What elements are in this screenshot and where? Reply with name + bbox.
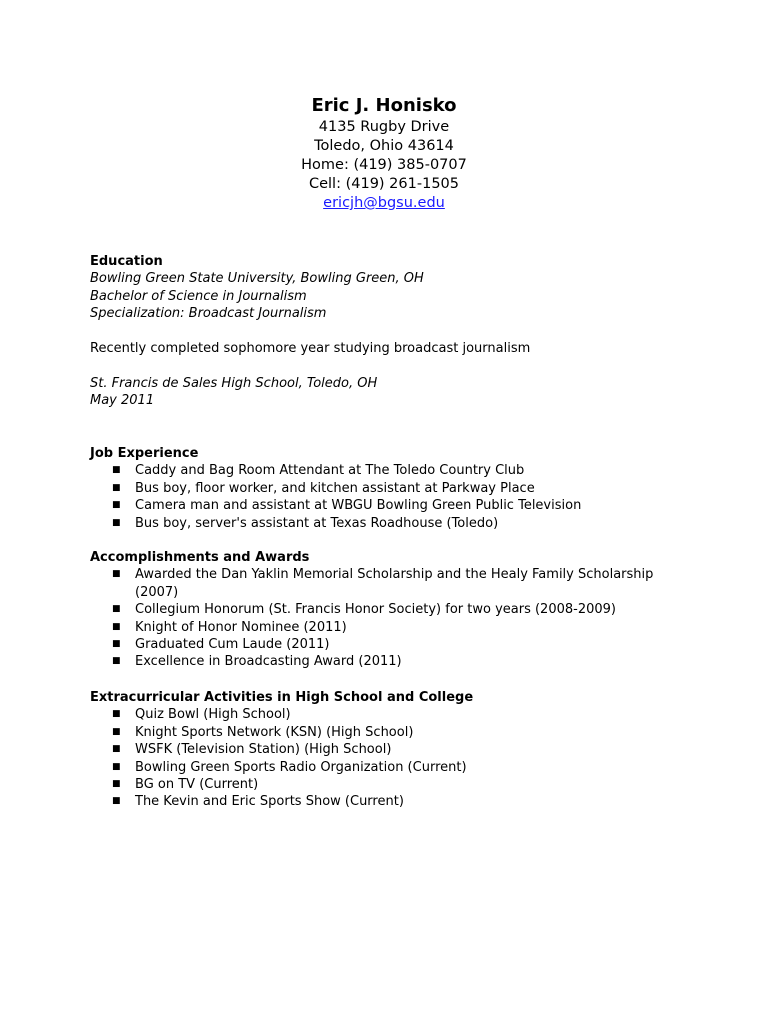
list-item: [90, 793, 690, 810]
list-item-text: Knight of Honor Nominee (2011): [135, 619, 347, 635]
spacer: [90, 357, 690, 374]
university-line: Bowling Green State University, Bowling Green, OH: [90, 271, 424, 287]
list-item: [90, 759, 690, 776]
bullet-icon: ■: [112, 709, 121, 720]
list-item-text: Graduated Cum Laude (2011): [135, 637, 330, 653]
extracurricular-section: [90, 689, 690, 811]
bullet-icon: ■: [112, 639, 121, 650]
list-item: [90, 619, 690, 636]
resume-header: [0, 94, 768, 213]
list-item-text: WSFK (Television Station) (High School): [135, 742, 392, 758]
bullet-icon: ■: [112, 726, 121, 737]
list-item-text: Bowling Green Sports Radio Organization (Current): [135, 759, 467, 775]
list-item-text: Collegium Honorum (St. Francis Honor Society) for two years (2008-2009): [135, 602, 616, 618]
bullet-icon: ■: [112, 465, 121, 476]
list-item: [90, 653, 690, 670]
bullet-icon: ■: [112, 500, 121, 511]
bullet-icon: ■: [112, 744, 121, 755]
spacer: [90, 323, 690, 340]
list-item-text: Caddy and Bag Room Attendant at The Toledo Country Club: [135, 463, 525, 479]
candidate-name: Eric J. Honisko: [311, 95, 457, 116]
specialization-line: Specialization: Broadcast Journalism: [90, 306, 327, 322]
list-item: [90, 724, 690, 741]
job-experience-list: [90, 462, 690, 532]
address-city: Toledo, Ohio 43614: [314, 138, 454, 154]
list-item: [90, 741, 690, 758]
awards-section: [90, 549, 690, 671]
high-school-line: St. Francis de Sales High School, Toledo, OH: [90, 375, 378, 391]
list-item: [90, 497, 690, 514]
list-item: [90, 776, 690, 793]
bullet-icon: ■: [112, 604, 121, 615]
high-school-date: May 2011: [90, 393, 155, 409]
job-experience-section: [90, 445, 690, 532]
list-item-text: Bus boy, server's assistant at Texas Roadhouse (Toledo): [135, 515, 499, 531]
awards-heading: Accomplishments and Awards: [90, 550, 310, 565]
list-item: [90, 480, 690, 497]
job-experience-heading: Job Experience: [90, 446, 199, 461]
bullet-icon: ■: [112, 569, 121, 580]
list-item-text: (2007): [135, 584, 179, 600]
list-item: [90, 706, 690, 723]
list-item-text: Excellence in Broadcasting Award (2011): [135, 654, 402, 670]
address-street: 4135 Rugby Drive: [318, 119, 450, 135]
list-item: [90, 636, 690, 653]
list-item-continuation: [90, 584, 690, 601]
bullet-icon: ■: [112, 761, 121, 772]
list-item-text: The Kevin and Eric Sports Show (Current): [135, 794, 404, 810]
bullet-icon: ■: [112, 796, 121, 807]
bullet-icon: ■: [112, 482, 121, 493]
list-item: [90, 515, 690, 532]
email-line: [0, 194, 768, 213]
email-link[interactable]: ericjh@bgsu.edu: [323, 195, 445, 211]
list-item: [90, 462, 690, 479]
list-item-text: Knight Sports Network (KSN) (High School): [135, 724, 414, 740]
list-item: [90, 566, 690, 583]
degree-line: Bachelor of Science in Journalism: [90, 288, 307, 304]
awards-list: [90, 566, 690, 670]
bullet-icon: ■: [112, 656, 121, 667]
cell-phone: Cell: (419) 261-1505: [308, 176, 459, 192]
bullet-icon: ■: [112, 517, 121, 528]
status-line: Recently completed sophomore year studying broadcast journalism: [90, 341, 531, 357]
list-item-text: Awarded the Dan Yaklin Memorial Scholarship and the Healy Family Scholarship: [135, 567, 654, 583]
list-item-text: Camera man and assistant at WBGU Bowling Green Public Television: [135, 498, 582, 514]
list-item-text: Bus boy, floor worker, and kitchen assistant at Parkway Place: [135, 480, 535, 496]
list-item-text: BG on TV (Current): [135, 777, 259, 793]
education-heading: Education: [90, 254, 163, 269]
education-section: [90, 253, 690, 410]
bullet-icon: ■: [112, 621, 121, 632]
bullet-icon: ■: [112, 779, 121, 790]
list-item-text: Quiz Bowl (High School): [135, 707, 291, 723]
home-phone: Home: (419) 385-0707: [301, 157, 467, 173]
extracurricular-list: [90, 706, 690, 810]
extracurricular-heading: Extracurricular Activities in High School and College: [90, 690, 474, 705]
list-item: [90, 601, 690, 618]
